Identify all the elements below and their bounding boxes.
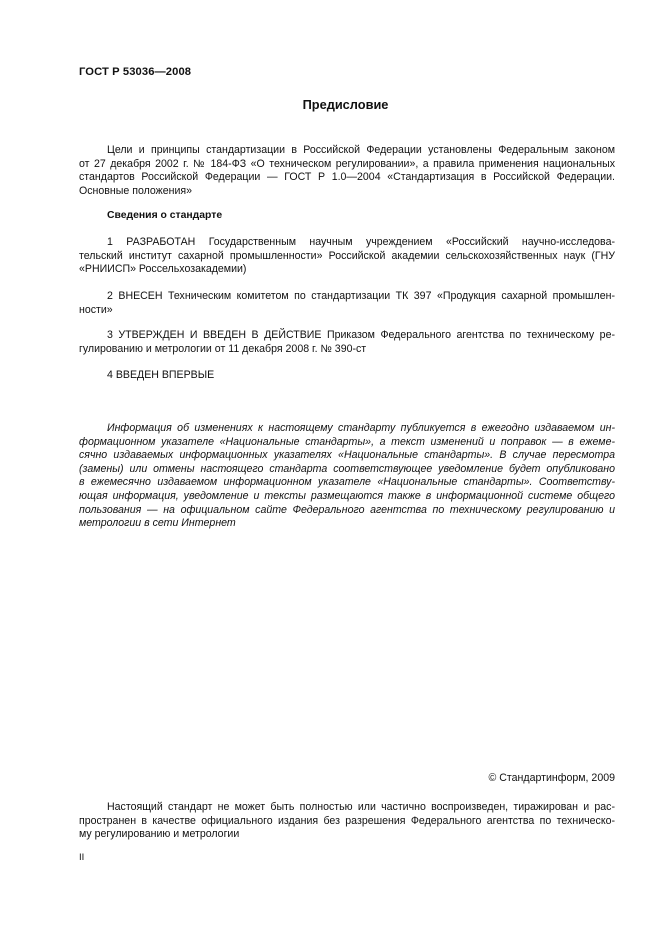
text-line: сячно издаваемых информационных указателях «Национальные стандарты». В случае пересмотра [79,449,615,462]
item-1-developed [79,236,615,277]
item-4-first-introduced [79,369,615,383]
reproduction-notice [79,801,615,842]
text-line: 3 УТВЕРЖДЕН И ВВЕДЕН В ДЕЙСТВИЕ Приказом Федерального агентства по техническому ре- [107,329,615,341]
text-line: метрологии в сети Интернет [79,517,236,530]
text-line: формационном указателе «Национальные стандарты», а текст изменений и поправок — в ежеме- [79,435,615,448]
text-line: гулированию и метрологии от 11 декабря 2008 г. № 390-ст [79,342,367,355]
intro-paragraph [79,144,615,198]
text-line: тельский институт сахарной промышленности» Российской академии сельскохозяйственных наук (ГНУ [79,249,615,262]
text-line: пространен в качестве официального издания без разрешения Федерального агентства по техническо- [79,814,615,827]
item-3-approved [79,329,615,356]
info-paragraph [79,422,615,531]
text-line: 1 РАЗРАБОТАН Государственным научным учреждением «Российский научно-исследова- [107,236,615,248]
item-2-introduced [79,290,615,317]
standard-designation: ГОСТ Р 53036—2008 [79,66,192,78]
page-title: Предисловие [302,97,389,112]
copyright-line: © Стандартинформ, 2009 [488,772,615,784]
text-line: Настоящий стандарт не может быть полностью или частично воспроизведен, тиражирован и рас- [107,801,615,813]
text-line: ности» [79,303,113,316]
section-heading: Сведения о стандарте [107,210,223,221]
text-line: в ежемесячно издаваемом информационном указателе «Национальные стандарты». Соответству- [79,476,615,489]
text-line: Цели и принципы стандартизации в Российской Федерации установлены Федеральным законом [107,144,615,156]
text-line: 2 ВНЕСЕН Техническим комитетом по стандартизации ТК 397 «Продукция сахарной промышлен- [107,290,615,302]
text-line: Основные положения» [79,184,193,197]
text-line: Информация об изменениях к настоящему стандарту публикуется в ежегодно издаваемом ин- [107,422,615,434]
text-line: (замены) или отмены настоящего стандарта соответствующее уведомление будет опубликовано [79,462,615,475]
text-line: 4 ВВЕДЕН ВПЕРВЫЕ [107,369,215,381]
page-number: II [79,852,85,863]
text-line: стандартов Российской Федерации — ГОСТ Р 1.0—2004 «Стандартизация в Российской Федерации. [79,171,615,184]
text-line: ющая информация, уведомление и тексты размещаются также в информационной системе общего [79,489,615,502]
text-line: «РНИИСП» Россельхозакадемии) [79,263,247,276]
text-line: от 27 декабря 2002 г. № 184-ФЗ «О техническом регулировании», а правила применения национальных [79,157,615,170]
text-line: му регулированию и метрологии [79,828,240,841]
text-line: пользования — на официальном сайте Федерального агентства по техническому регулированию и [79,503,615,516]
